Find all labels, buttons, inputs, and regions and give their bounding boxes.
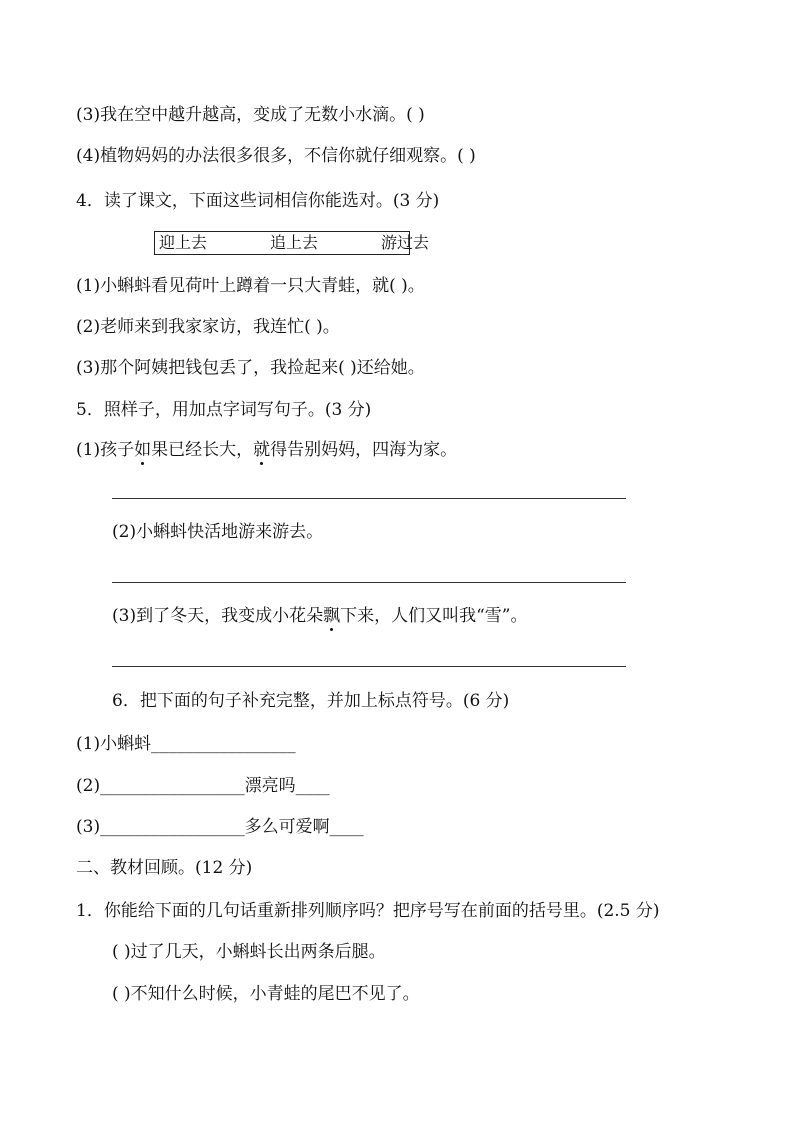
q4-item-1: (1)小蝌蚪看见荷叶上蹲着一只大青蛙，就( )。: [76, 276, 425, 296]
q5-example-text-2: 果已经长大，: [151, 440, 254, 460]
q5-title: 5．照样子，用加点字词写句子。(3 分): [76, 400, 372, 420]
q6-title: 6．把下面的句子补充完整，并加上标点符号。(6 分): [112, 691, 510, 711]
q5-item-3: [112, 605, 527, 627]
q4-option-2: 追上去: [270, 233, 319, 252]
q6-item-2: (2)_________________漂亮吗____: [76, 776, 330, 796]
q3-item-4: (4)植物妈妈的办法很多很多，不信你就仔细观察。( ): [76, 146, 476, 166]
q3-item-3: (3)我在空中越升越高，变成了无数小水滴。( ): [76, 105, 425, 125]
section2-title: 二、教材回顾。(12 分): [76, 858, 253, 878]
q6-item-3: (3)_________________多么可爱啊____: [76, 817, 364, 837]
q5-item-2: (2)小蝌蚪快活地游来游去。: [112, 522, 324, 542]
q4-option-3: 游过去: [381, 233, 430, 252]
q4-option-1: 迎上去: [159, 233, 208, 252]
q4-word-options: [154, 231, 430, 255]
q5-emphasis-ru: 如: [134, 440, 152, 460]
section2-item-1: ( )过了几天，小蝌蚪长出两条后腿。: [112, 942, 386, 962]
section2-q1-title: 1．你能给下面的几句话重新排列顺序吗？把序号写在前面的括号里。(2.5 分): [76, 901, 660, 921]
q4-title: 4．读了课文，下面这些词相信你能选对。(3 分): [76, 191, 440, 211]
q5-example-text-3: 得告别妈妈，四海为家。: [270, 440, 458, 460]
q5-example: [76, 439, 457, 461]
q5-item3-text-1: (3)到了冬天，我变成小花朵: [112, 606, 324, 626]
q5-emphasis-piao: 飘: [323, 606, 341, 626]
section2-item-2: ( )不知什么时候，小青蛙的尾巴不见了。: [112, 984, 420, 1004]
q6-item-1: (1)小蝌蚪_________________: [76, 734, 296, 754]
q5-answer-line-2[interactable]: [112, 582, 626, 583]
q5-emphasis-jiu: 就: [253, 440, 271, 460]
q5-answer-line-3[interactable]: [112, 666, 626, 667]
q4-item-2: (2)老师来到我家家访，我连忙( )。: [76, 317, 340, 337]
q4-item-3: (3)那个阿姨把钱包丢了，我捡起来( )还给她。: [76, 358, 425, 378]
q5-item3-text-2: 下来，人们又叫我“雪”。: [340, 606, 528, 626]
q5-example-text-1: (1)孩子: [76, 440, 135, 460]
q5-answer-line-1[interactable]: [112, 498, 626, 499]
